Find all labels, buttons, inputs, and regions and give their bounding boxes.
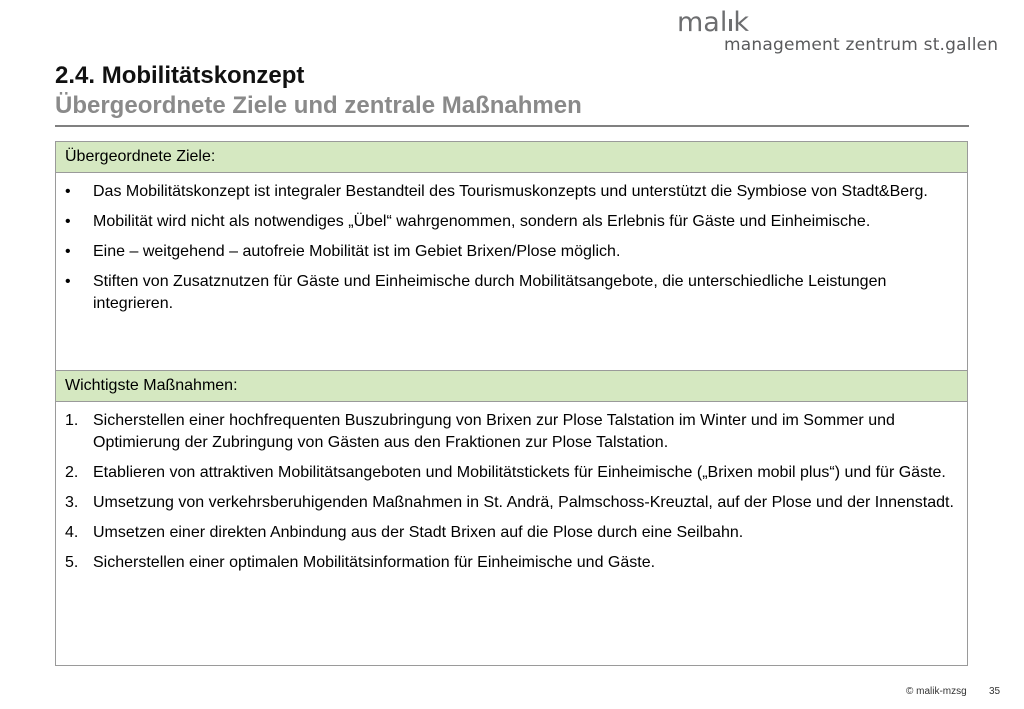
logo-wordmark [677,8,749,38]
logo-wordmark-left: mal [677,7,728,38]
goal-item [65,181,961,203]
measure-item [65,552,961,574]
goal-item [65,211,961,233]
measure-item [65,410,961,454]
goal-text: Das Mobilitätskonzept ist integraler Bestandteil des Tourismuskonzepts und unterstützt die Symbiose von Stadt&Berg. [93,183,928,200]
logo-wordmark-right: k [733,7,749,38]
measure-text: Umsetzung von verkehrsberuhigenden Maßnahmen in St. Andrä, Palmschoss-Kreuztal, auf der Plose und der Innenstadt. [93,494,954,511]
goal-text: Mobilität wird nicht als notwendiges „Übel“ wahrgenommen, sondern als Erlebnis für Gäste und Einheimische. [93,213,871,230]
number-marker: 5. [65,554,79,571]
page-subtitle: Übergeordnete Ziele und zentrale Maßnahmen [55,92,582,119]
measure-text: Umsetzen einer direkten Anbindung aus der Stadt Brixen auf die Plose durch eine Seilbahn. [93,524,744,541]
bullet-marker: • [65,213,71,230]
bullet-marker: • [65,183,71,200]
page-title: 2.4. Mobilitätskonzept [55,62,305,89]
goal-item [65,271,961,315]
number-marker: 3. [65,494,79,511]
measure-text: Sicherstellen einer optimalen Mobilitätsinformation für Einheimische und Gäste. [93,554,656,571]
measure-item [65,492,961,514]
measure-text: Etablieren von attraktiven Mobilitätsangeboten und Mobilitätstickets für Einheimische („Brixen mobil plus“) und für Gäste. [93,464,946,481]
measure-item [65,462,961,484]
number-marker: 1. [65,412,79,429]
goal-text: Eine – weitgehend – autofreie Mobilität ist im Gebiet Brixen/Plose möglich. [93,243,621,260]
title-divider [55,125,969,127]
goals-list [65,181,961,323]
measure-text: Sicherstellen einer hochfrequenten Buszubringung von Brixen zur Plose Talstation im Winter und im Sommer und Optimierung der Zubringung von Gästen aus den Fraktionen zur Plose Talstation. [93,412,895,451]
number-marker: 2. [65,464,79,481]
footer-copyright: © malik-mzsg [906,686,967,697]
malik-logo [677,7,999,58]
measures-list [65,410,961,582]
measures-heading: Wichtigste Maßnahmen: [56,370,967,402]
number-marker: 4. [65,524,79,541]
bullet-marker: • [65,273,71,290]
logo-bar-mark [729,19,732,31]
goal-item [65,241,961,263]
content-table [55,141,968,666]
page-number: 35 [989,686,1001,697]
logo-tagline: management zentrum st.gallen [724,35,999,55]
goal-text: Stiften von Zusatznutzen für Gäste und Einheimische durch Mobilitätsangebote, die unterschiedliche Leistungen integrieren. [93,273,887,312]
bullet-marker: • [65,243,71,260]
measure-item [65,522,961,544]
goals-heading: Übergeordnete Ziele: [56,141,967,173]
